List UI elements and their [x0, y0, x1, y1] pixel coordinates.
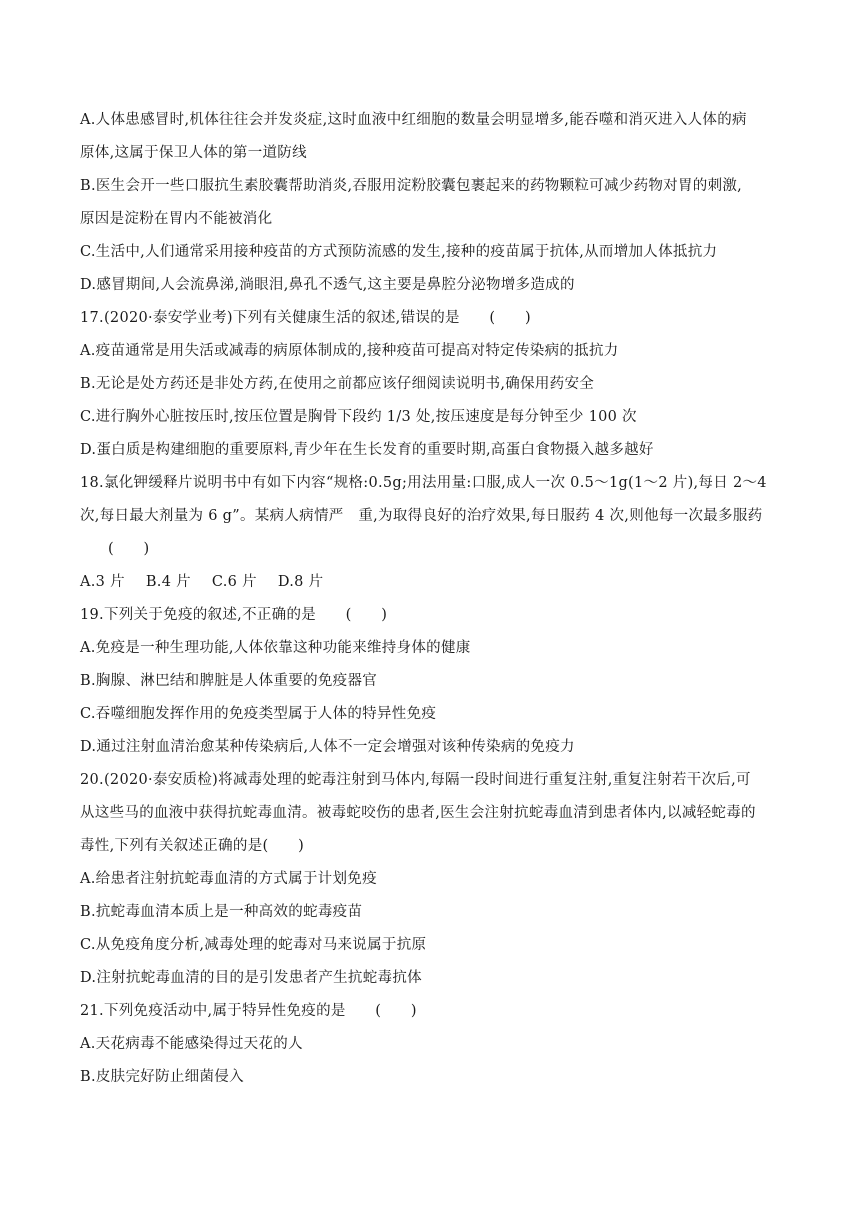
option-18c: C.6 片	[211, 574, 257, 590]
option-18b: B.4 片	[145, 574, 191, 590]
option-20b: B.抗蛇毒血清本质上是一种高效的蛇毒疫苗	[80, 904, 363, 920]
option-16b-line-2: 原因是淀粉在胃内不能被消化	[80, 211, 273, 227]
option-18a: A.3 片	[80, 574, 125, 590]
question-20-stem-line-1: 20.(2020·泰安质检)将减毒处理的蛇毒注射到马体内,每隔一段时间进行重复注射,重复注射若干次后,可	[80, 772, 751, 788]
option-19c: C.吞噬细胞发挥作用的免疫类型属于人体的特异性免疫	[80, 706, 437, 722]
option-16d: D.感冒期间,人会流鼻涕,淌眼泪,鼻孔不透气,这主要是鼻腔分泌物增多造成的	[80, 277, 575, 293]
option-16a-line-1: A.人体患感冒时,机体往往会并发炎症,这时血液中红细胞的数量会明显增多,能吞噬和消灭进入人体的病	[80, 112, 747, 128]
question-18-stem-line-1: 18.氯化钾缓释片说明书中有如下内容“规格:0.5g;用法用量:口服,成人一次 0.5～1g(1～2 片),每日 2～4	[80, 475, 767, 491]
question-18-options	[80, 566, 780, 599]
question-21-stem: 21.下列免疫活动中,属于特异性免疫的是 ( )	[80, 1003, 417, 1019]
option-17b: B.无论是处方药还是非处方药,在使用之前都应该仔细阅读说明书,确保用药安全	[80, 376, 595, 392]
option-20a: A.给患者注射抗蛇毒血清的方式属于计划免疫	[80, 871, 377, 887]
option-18d: D.8 片	[277, 574, 324, 590]
option-16c: C.生活中,人们通常采用接种疫苗的方式预防流感的发生,接种的疫苗属于抗体,从而增加人体抵抗力	[80, 244, 718, 260]
option-21a: A.天花病毒不能感染得过天花的人	[80, 1036, 303, 1052]
option-16b-line-1: B.医生会开一些口服抗生素胶囊帮助消炎,吞服用淀粉胶囊包裹起来的药物颗粒可减少药物对胃的刺激,	[80, 178, 743, 194]
question-20-stem-line-2: 从这些马的血液中获得抗蛇毒血清。被毒蛇咬伤的患者,医生会注射抗蛇毒血清到患者体内,以减轻蛇毒的	[80, 805, 756, 821]
option-16a-line-2: 原体,这属于保卫人体的第一道防线	[80, 145, 307, 161]
option-17d: D.蛋白质是构建细胞的重要原料,青少年在生长发育的重要时期,高蛋白食物摄入越多越好	[80, 442, 654, 458]
option-19b: B.胸腺、淋巴结和脾脏是人体重要的免疫器官	[80, 673, 378, 689]
option-20c: C.从免疫角度分析,减毒处理的蛇毒对马来说属于抗原	[80, 937, 427, 953]
question-18-answer-bracket: ( )	[108, 541, 150, 557]
question-19-stem: 19.下列关于免疫的叙述,不正确的是 ( )	[80, 607, 388, 623]
option-20d: D.注射抗蛇毒血清的目的是引发患者产生抗蛇毒抗体	[80, 970, 422, 986]
option-17a: A.疫苗通常是用失活或减毒的病原体制成的,接种疫苗可提高对特定传染病的抵抗力	[80, 343, 619, 359]
option-19d: D.通过注射血清治愈某种传染病后,人体不一定会增强对该种传染病的免疫力	[80, 739, 575, 755]
option-21b: B.皮肤完好防止细菌侵入	[80, 1069, 244, 1085]
option-19a: A.免疫是一种生理功能,人体依靠这种功能来维持身体的健康	[80, 640, 471, 656]
document-page	[80, 104, 780, 1094]
question-20-stem-line-3: 毒性,下列有关叙述正确的是( )	[80, 838, 305, 854]
question-17-stem: 17.(2020·泰安学业考)下列有关健康生活的叙述,错误的是 ( )	[80, 310, 531, 326]
option-17c: C.进行胸外心脏按压时,按压位置是胸骨下段约 1/3 处,按压速度是每分钟至少 100 次	[80, 409, 637, 425]
question-18-stem-line-2: 次,每日最大剂量为 6 g”。某病人病情严 重,为取得良好的治疗效果,每日服药 4 次,则他每一次最多服药	[80, 508, 763, 524]
